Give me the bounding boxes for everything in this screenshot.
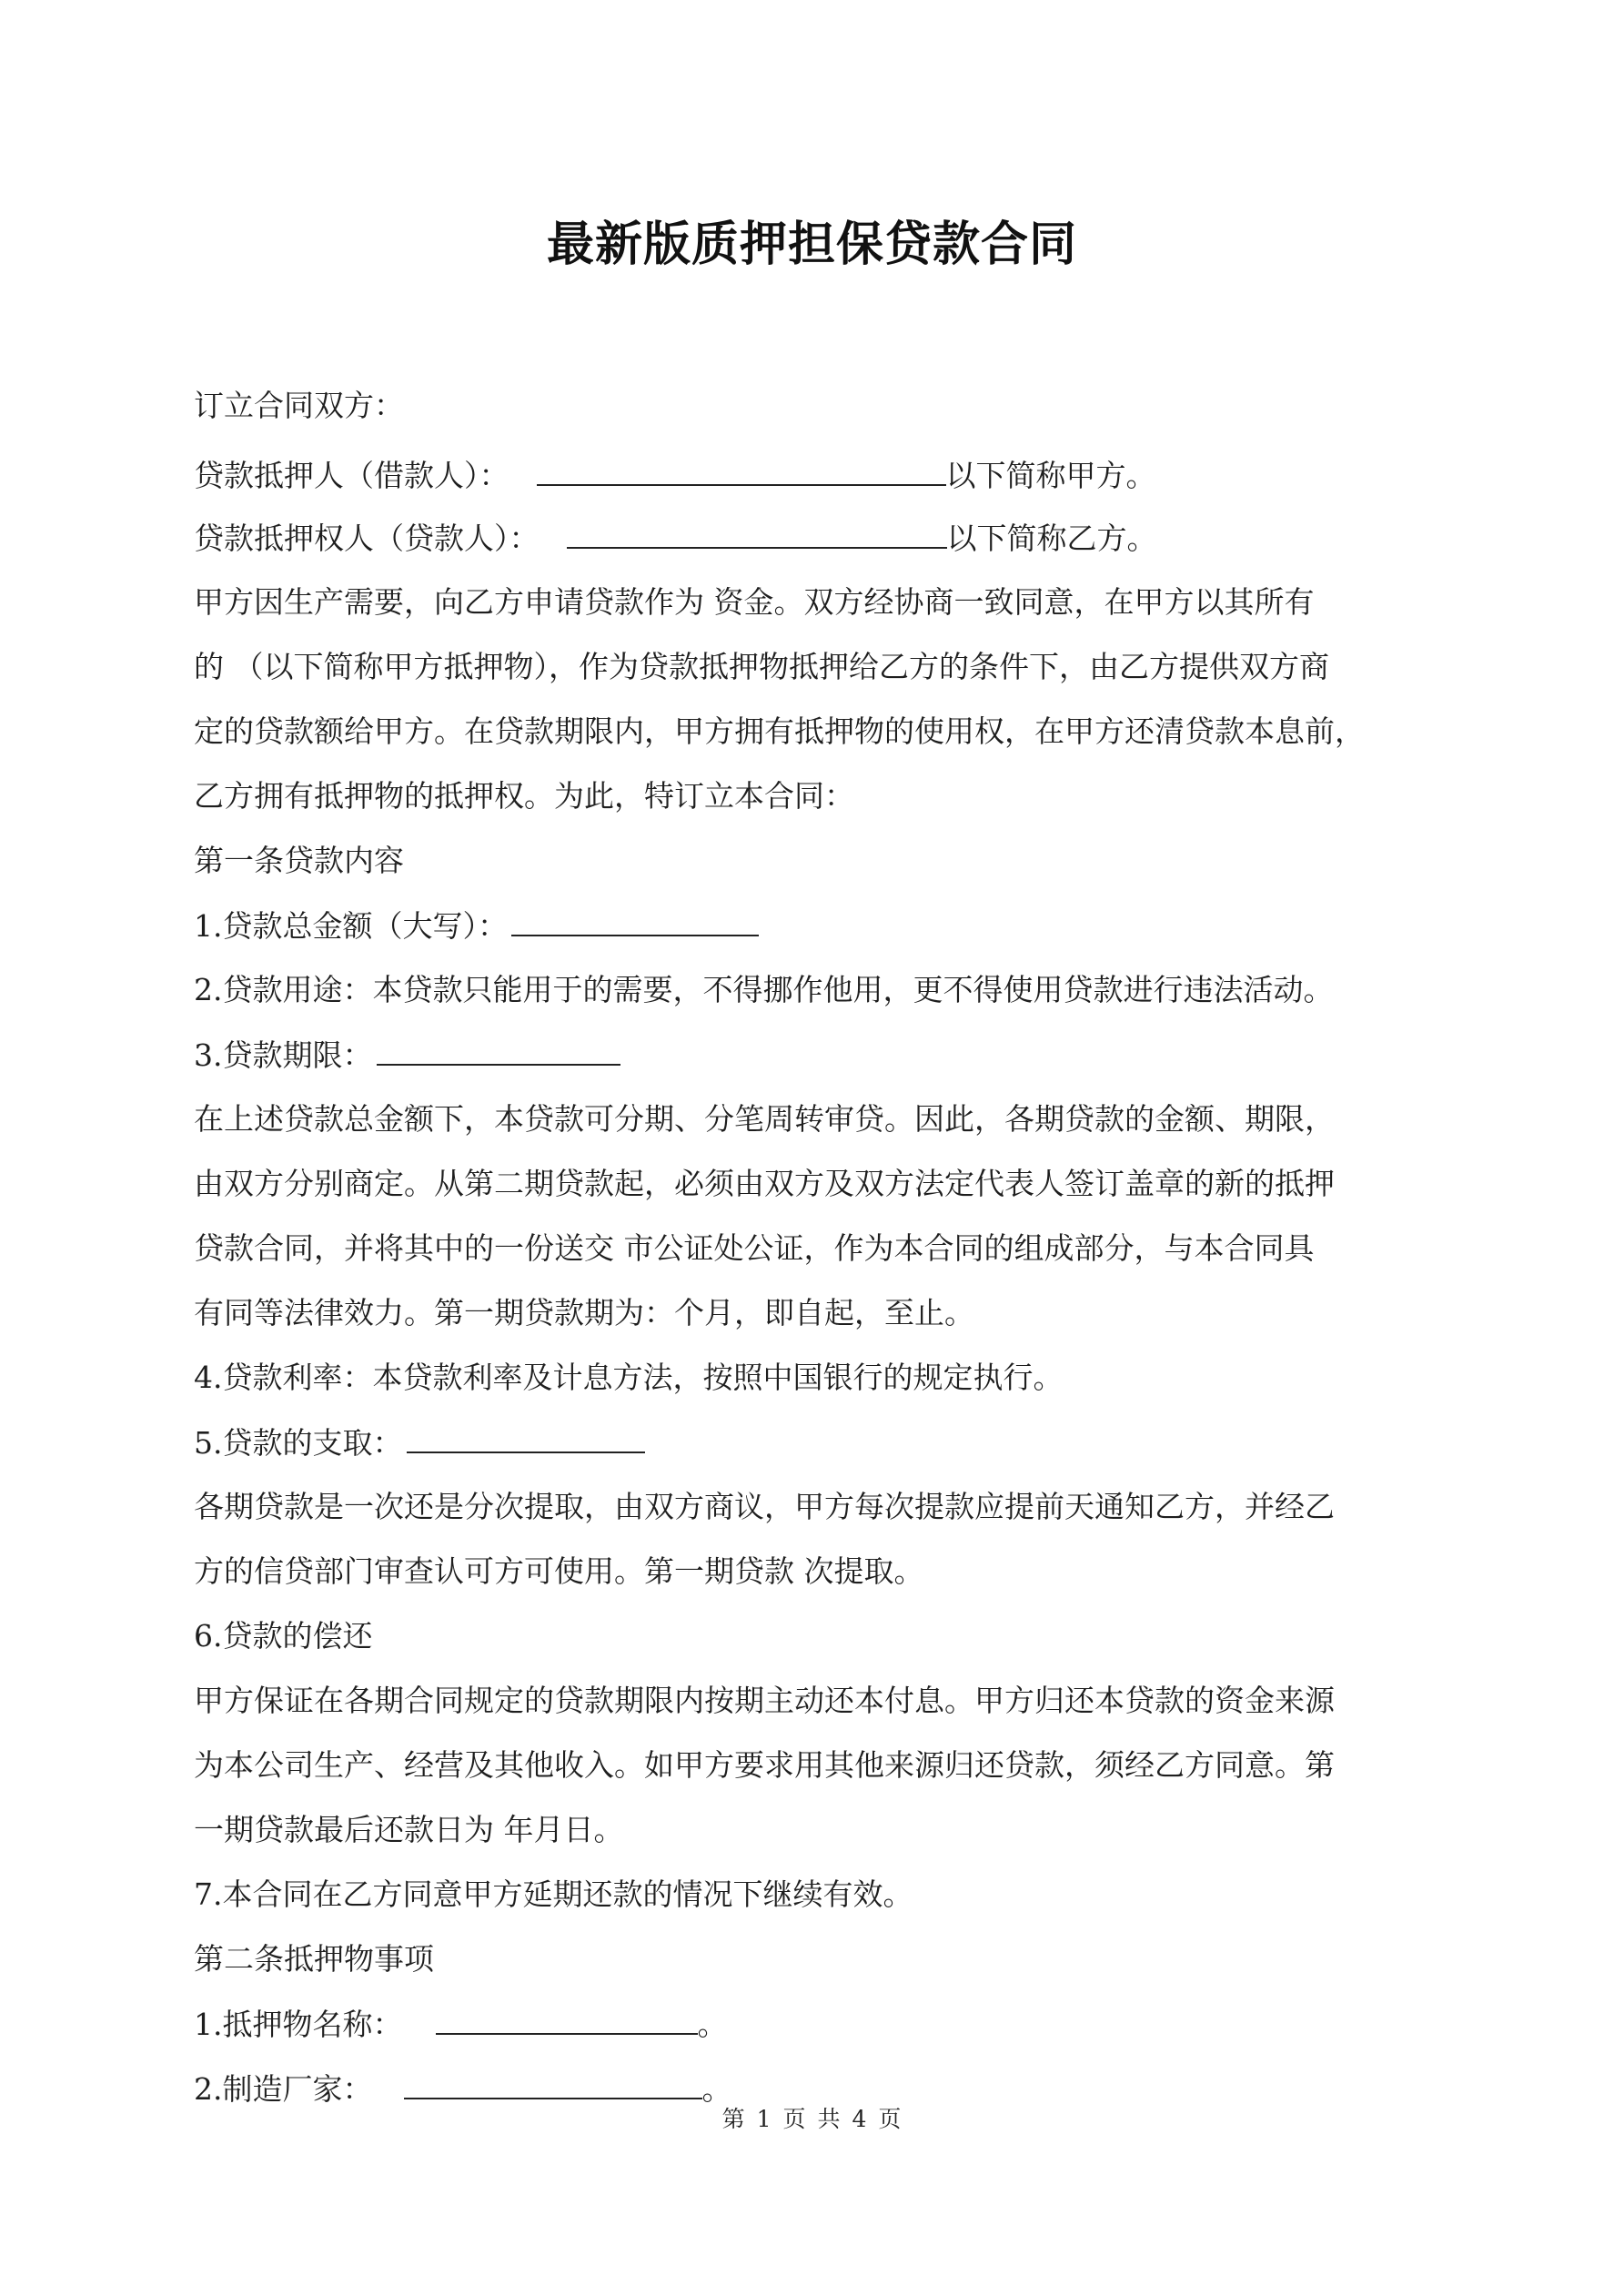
loan-term-label: 3.贷款期限： — [194, 1037, 373, 1073]
footer-page-unit: 页 — [782, 2106, 807, 2132]
paragraph-line: 由双方分别商定。从第二期贷款起，必须由双方及双方法定代表人签订盖章的新的抵押 — [194, 1166, 1335, 1201]
loan-term-blank[interactable] — [377, 1035, 620, 1066]
paragraph-line: 贷款合同，并将其中的一份送交 市公证处公证，作为本合同的组成部分，与本合同具 — [194, 1230, 1315, 1266]
collateral-name-blank[interactable] — [436, 2004, 698, 2035]
paragraph-line: 定的贷款额给甲方。在贷款期限内，甲方拥有抵押物的使用权，在甲方还清贷款本息前， — [194, 713, 1365, 749]
manufacturer-suffix: 。 — [701, 2071, 732, 2107]
parties-heading: 订立合同双方： — [194, 388, 404, 423]
paragraph-line: 一期贷款最后还款日为 年月日。 — [194, 1812, 624, 1847]
paragraph-line: 甲方因生产需要，向乙方申请贷款作为 资金。双方经协商一致同意，在甲方以其所有 — [194, 584, 1315, 620]
manufacturer-label: 2.制造厂家： — [194, 2071, 373, 2107]
loan-amount-line — [194, 905, 759, 946]
lender-line — [194, 518, 1157, 559]
paragraph-line: 在上述贷款总金额下，本贷款可分期、分笔周转审贷。因此，各期贷款的金额、期限， — [194, 1101, 1335, 1137]
loan-purpose-line: 2.贷款用途：本贷款只能用于的需要，不得挪作他用，更不得使用贷款进行违法活动。 — [194, 972, 1334, 1007]
collateral-name-label: 1.抵押物名称： — [194, 2007, 403, 2042]
extension-line: 7.本合同在乙方同意甲方延期还款的情况下继续有效。 — [194, 1876, 913, 1912]
loan-amount-blank[interactable] — [511, 905, 759, 936]
withdrawal-blank[interactable] — [407, 1422, 645, 1453]
paragraph-line: 方的信贷部门审查认可方可使用。第一期贷款 次提取。 — [194, 1553, 924, 1589]
section-heading-1: 第一条贷款内容 — [194, 843, 404, 878]
collateral-name-suffix: 。 — [697, 2007, 728, 2042]
footer-page-word: 第 — [721, 2106, 746, 2132]
footer-total-unit: 页 — [878, 2106, 903, 2132]
loan-term-line — [194, 1035, 620, 1076]
paragraph-line: 各期贷款是一次还是分次提取，由双方商议，甲方每次提款应提前天通知乙方，并经乙 — [194, 1489, 1335, 1524]
interest-rate-line: 4.贷款利率：本贷款利率及计息方法，按照中国银行的规定执行。 — [194, 1360, 1064, 1395]
paragraph-line: 有同等法律效力。第一期贷款期为：个月，即自起，至止。 — [194, 1295, 974, 1330]
footer-page-current: 1 — [756, 2106, 772, 2132]
borrower-line — [194, 455, 1156, 496]
paragraph-line: 的 （以下简称甲方抵押物），作为贷款抵押物抵押给乙方的条件下，由乙方提供双方商 — [194, 649, 1329, 684]
section-heading-2: 第二条抵押物事项 — [194, 1941, 434, 1977]
lender-suffix: 以下简称乙方。 — [946, 521, 1157, 556]
borrower-suffix: 以下简称甲方。 — [945, 458, 1156, 493]
lender-blank[interactable] — [567, 518, 947, 549]
borrower-blank[interactable] — [537, 455, 946, 486]
manufacturer-blank[interactable] — [404, 2068, 702, 2099]
loan-amount-label: 1.贷款总金额（大写）： — [194, 908, 508, 944]
document-title: 最新版质押担保贷款合同 — [546, 217, 1077, 272]
paragraph-line: 为本公司生产、经营及其他收入。如甲方要求用其他来源归还贷款，须经乙方同意。第 — [194, 1747, 1335, 1783]
paragraph-line: 甲方保证在各期合同规定的贷款期限内按期主动还本付息。甲方归还本贷款的资金来源 — [194, 1683, 1335, 1718]
page-footer — [0, 2101, 1624, 2134]
lender-label: 贷款抵押权人（贷款人）： — [194, 521, 540, 556]
borrower-label: 贷款抵押人（借款人）： — [194, 458, 509, 493]
collateral-name-line — [194, 2004, 728, 2045]
paragraph-line: 乙方拥有抵押物的抵押权。为此，特订立本合同： — [194, 778, 854, 814]
footer-page-total: 4 — [852, 2106, 868, 2132]
withdrawal-line — [194, 1422, 645, 1463]
repayment-heading: 6.贷款的偿还 — [194, 1618, 373, 1654]
footer-total-word: 共 — [817, 2106, 842, 2132]
withdrawal-label: 5.贷款的支取： — [194, 1425, 403, 1461]
